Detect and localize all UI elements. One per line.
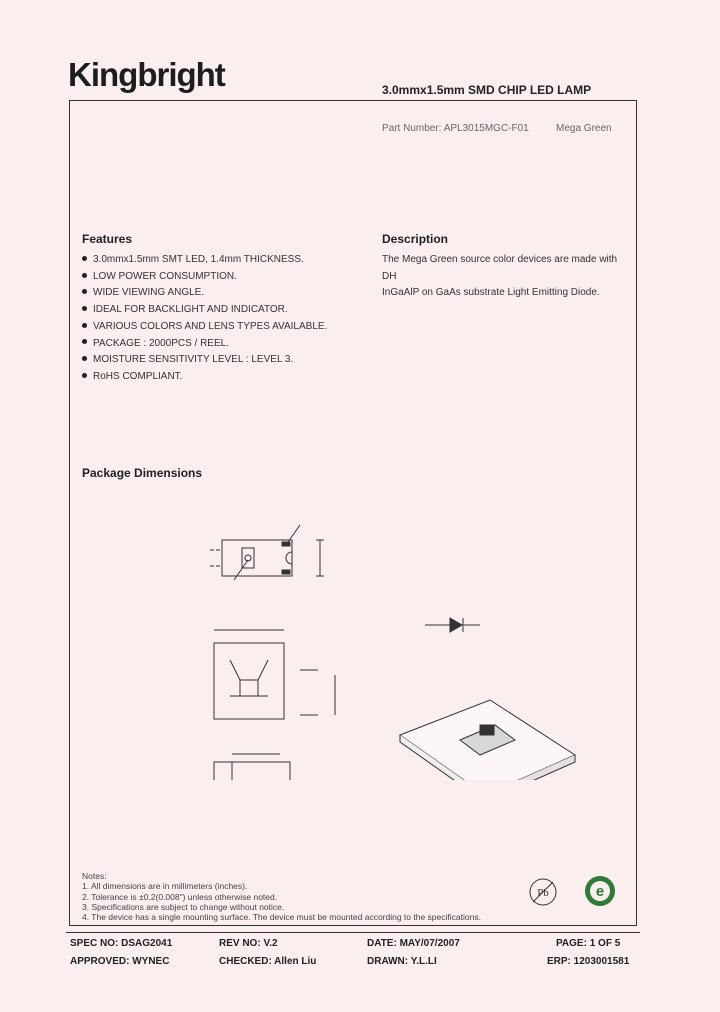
drawn-by: DRAWN: Y.L.LI — [367, 956, 437, 967]
spec-number: SPEC NO: DSAG2041 — [70, 938, 173, 949]
notes-title: Notes: — [82, 871, 107, 881]
diode-symbol — [425, 618, 480, 632]
list-item: MOISTURE SENSITIVITY LEVEL : LEVEL 3. — [82, 352, 327, 369]
bullet-icon — [82, 273, 87, 278]
svg-text:Pb: Pb — [537, 887, 549, 899]
list-item: WIDE VIEWING ANGLE. — [82, 285, 327, 302]
note-line: 2. Tolerance is ±0.2(0.008") unless otherwise noted. — [82, 891, 278, 902]
list-item: RoHS COMPLIANT. — [82, 369, 327, 386]
bullet-icon — [82, 289, 87, 294]
front-view — [214, 630, 335, 719]
bullet-icon — [82, 306, 87, 311]
list-item: PACKAGE : 2000PCS / REEL. — [82, 336, 327, 353]
bullet-icon — [82, 339, 87, 344]
footer-row-2 — [0, 956, 720, 970]
package-dimensions-drawing — [170, 510, 590, 780]
top-view — [210, 525, 324, 580]
note-line: 1. All dimensions are in millimeters (inches). — [82, 881, 248, 892]
note-line: 3. Specifications are subject to change without notice. — [82, 901, 285, 912]
approved-by: APPROVED: WYNEC — [70, 956, 170, 967]
part-color: Mega Green — [556, 123, 612, 134]
package-dimensions-heading: Package Dimensions — [82, 466, 203, 480]
features-heading: Features — [82, 232, 133, 246]
led-3d-render — [400, 700, 575, 780]
rohs-e-icon — [583, 874, 617, 908]
bullet-icon — [82, 356, 87, 361]
page-indicator: PAGE: 1 OF 5 — [556, 938, 621, 949]
erp-number: ERP: 1203001581 — [547, 956, 630, 967]
note-line: 4. The device has a single mounting surface. The device must be mounted according to the specifications. — [82, 912, 481, 923]
document-title: 3.0mmx1.5mm SMD CHIP LED LAMP — [382, 83, 592, 97]
list-item: 3.0mmx1.5mm SMT LED, 1.4mm THICKNESS. — [82, 252, 327, 269]
features-list — [82, 252, 327, 386]
description-line: The Mega Green source color devices are made with DH — [382, 254, 618, 282]
pb-free-icon — [528, 877, 558, 907]
bottom-view — [214, 754, 290, 780]
list-item: LOW POWER CONSUMPTION. — [82, 269, 327, 286]
description-text — [382, 252, 632, 302]
kingbright-logo: Kingbright — [68, 56, 225, 93]
bullet-icon — [82, 373, 87, 378]
revision-number: REV NO: V.2 — [219, 938, 278, 949]
bullet-icon — [82, 323, 87, 328]
description-heading: Description — [382, 232, 449, 246]
bullet-icon — [82, 256, 87, 261]
notes-block — [82, 871, 481, 922]
list-item: IDEAL FOR BACKLIGHT AND INDICATOR. — [82, 302, 327, 319]
document-date: DATE: MAY/07/2007 — [367, 938, 460, 949]
footer-divider — [66, 932, 640, 933]
footer-row-1 — [0, 938, 720, 952]
description-line: InGaAlP on GaAs substrate Light Emitting Diode. — [382, 287, 600, 299]
checked-by: CHECKED: Allen Liu — [219, 956, 317, 967]
list-item: VARIOUS COLORS AND LENS TYPES AVAILABLE. — [82, 319, 327, 336]
part-number: Part Number: APL3015MGC-F01 — [382, 123, 529, 134]
svg-text:e: e — [595, 883, 605, 900]
